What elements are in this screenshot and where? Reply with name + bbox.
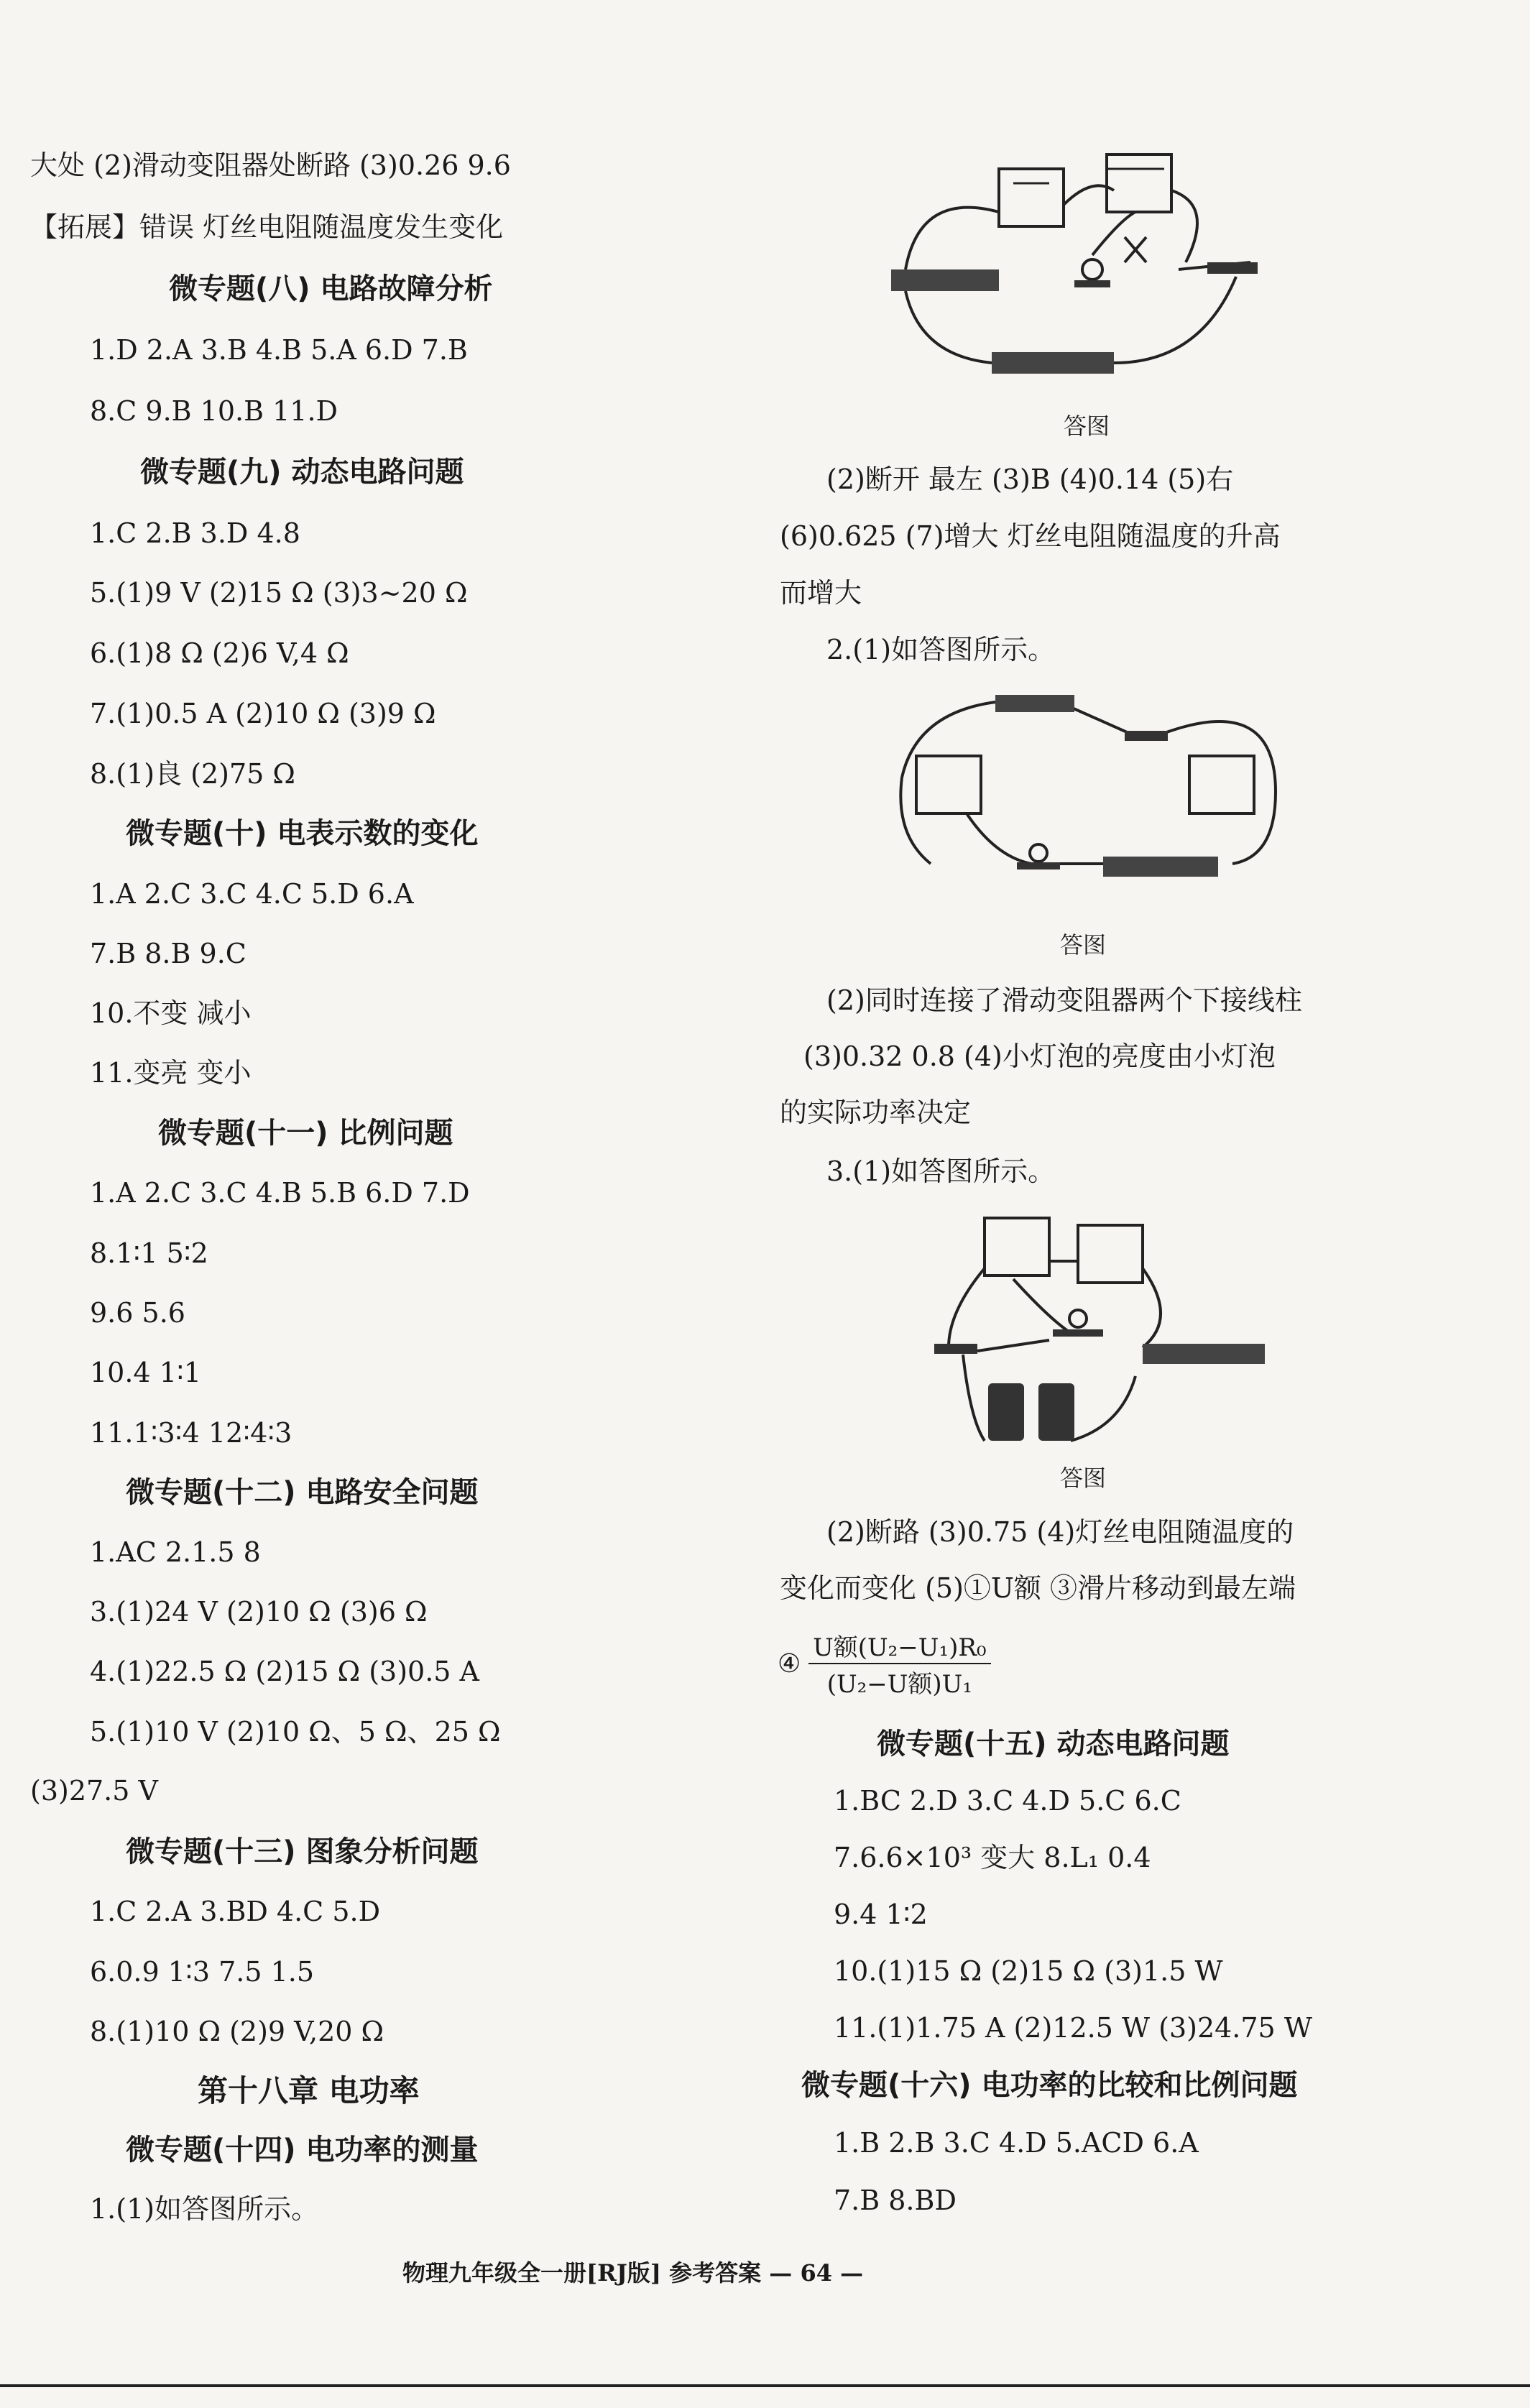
answer-line: 1.C 2.B 3.D 4.8: [90, 517, 300, 549]
section-heading: 微专题(十五) 动态电路问题: [877, 1727, 1230, 1761]
answer-line: 5.(1)9 V (2)15 Ω (3)3~20 Ω: [90, 577, 468, 609]
section-heading: 微专题(十二) 电路安全问题: [126, 1476, 479, 1509]
answer-line: 10.不变 减小: [90, 997, 252, 1029]
answer-line: 9.4 1∶2: [834, 1899, 928, 1930]
answer-line: 的实际功率决定: [780, 1097, 972, 1128]
answer-line: 1.C 2.A 3.BD 4.C 5.D: [90, 1896, 381, 1927]
answer-line: 8.(1)10 Ω (2)9 V,20 Ω: [90, 2016, 384, 2047]
answer-line: 3.(1)如答图所示。: [826, 1155, 1056, 1187]
answer-line: 7.6.6×10³ 变大 8.L₁ 0.4: [834, 1842, 1151, 1873]
circuit-diagram-2: [888, 691, 1290, 907]
answer-line: 7.(1)0.5 A (2)10 Ω (3)9 Ω: [90, 698, 436, 729]
answer-line: 1.(1)如答图所示。: [90, 2193, 319, 2225]
answer-line: 8.(1)良 (2)75 Ω: [90, 758, 295, 790]
answer-line: 11.1∶3∶4 12∶4∶3: [90, 1417, 292, 1449]
figure-caption: 答图: [1064, 412, 1110, 440]
answer-line: 变化而变化 (5)①U额 ③滑片移动到最左端: [780, 1572, 1296, 1604]
answer-line: 1.A 2.C 3.C 4.C 5.D 6.A: [90, 878, 414, 910]
answer-line: (2)断路 (3)0.75 (4)灯丝电阻随温度的: [826, 1516, 1294, 1548]
answer-line: (2)断开 最左 (3)B (4)0.14 (5)右: [826, 463, 1234, 495]
figure-caption: 答图: [1060, 931, 1107, 959]
chapter-heading: 第十八章 电功率: [198, 2073, 420, 2108]
answer-line: 7.B 8.B 9.C: [90, 938, 246, 969]
answer-line: 3.(1)24 V (2)10 Ω (3)6 Ω: [90, 1596, 428, 1628]
answer-line: (3)0.32 0.8 (4)小灯泡的亮度由小灯泡: [803, 1041, 1276, 1072]
answer-line: 2.(1)如答图所示。: [826, 634, 1056, 665]
answer-line: 9.6 5.6: [90, 1297, 185, 1329]
answer-line: 而增大: [780, 577, 862, 609]
circuit-diagram-1: [877, 147, 1279, 384]
answer-line: 1.B 2.B 3.C 4.D 5.ACD 6.A: [834, 2127, 1199, 2159]
section-heading: 微专题(八) 电路故障分析: [169, 272, 493, 305]
answer-line: 5.(1)10 V (2)10 Ω、5 Ω、25 Ω: [90, 1716, 501, 1748]
circuit-diagram-3: [905, 1211, 1279, 1455]
answer-line: 4.(1)22.5 Ω (2)15 Ω (3)0.5 A: [90, 1656, 479, 1687]
answer-line: 6.(1)8 Ω (2)6 V,4 Ω: [90, 637, 349, 669]
answer-line: 7.B 8.BD: [834, 2185, 957, 2216]
formula-numerator: U额(U₂−U₁)R₀: [808, 1628, 990, 1664]
circuit-figure-icon: [888, 691, 1290, 907]
answer-line: 1.D 2.A 3.B 4.B 5.A 6.D 7.B: [90, 334, 468, 366]
answer-line: 6.0.9 1∶3 7.5 1.5: [90, 1956, 315, 1988]
formula: [778, 1628, 991, 1699]
figure-caption: 答图: [1060, 1464, 1107, 1492]
section-heading: 微专题(九) 动态电路问题: [140, 456, 464, 489]
section-heading: 微专题(十三) 图象分析问题: [126, 1835, 479, 1868]
circuit-figure-icon: [905, 1211, 1279, 1455]
page-footer: 物理九年级全一册[RJ版] 参考答案 — 64 —: [402, 2259, 864, 2287]
text-line: 【拓展】错误 灯丝电阻随温度发生变化: [30, 211, 504, 243]
answer-line: 10.4 1∶1: [90, 1357, 201, 1388]
answer-line: (3)27.5 V: [30, 1775, 158, 1807]
answer-line: 1.A 2.C 3.C 4.B 5.B 6.D 7.D: [90, 1177, 470, 1209]
formula-prefix: ④: [778, 1648, 801, 1679]
section-heading: 微专题(十) 电表示数的变化: [126, 817, 479, 850]
section-heading: 微专题(十六) 电功率的比较和比例问题: [801, 2069, 1298, 2102]
answer-line: 8.1∶1 5∶2: [90, 1237, 208, 1269]
answer-line: 8.C 9.B 10.B 11.D: [90, 395, 338, 427]
answer-line: 10.(1)15 Ω (2)15 Ω (3)1.5 W: [834, 1955, 1223, 1987]
answer-line: (2)同时连接了滑动变阻器两个下接线柱: [826, 984, 1302, 1016]
answer-line: 11.(1)1.75 A (2)12.5 W (3)24.75 W: [834, 2012, 1312, 2044]
answer-line: 11.变亮 变小: [90, 1057, 252, 1089]
answer-line: 1.BC 2.D 3.C 4.D 5.C 6.C: [834, 1785, 1181, 1817]
section-heading: 微专题(十四) 电功率的测量: [126, 2133, 479, 2167]
answer-line: (6)0.625 (7)增大 灯丝电阻随温度的升高: [780, 520, 1281, 552]
text-line: 大处 (2)滑动变阻器处断路 (3)0.26 9.6: [30, 149, 511, 181]
circuit-figure-icon: [877, 147, 1279, 384]
answer-line: 1.AC 2.1.5 8: [90, 1536, 261, 1568]
formula-denominator: (U₂−U额)U₁: [826, 1670, 972, 1699]
section-heading: 微专题(十一) 比例问题: [158, 1117, 453, 1150]
bottom-rule: [0, 2384, 1530, 2387]
